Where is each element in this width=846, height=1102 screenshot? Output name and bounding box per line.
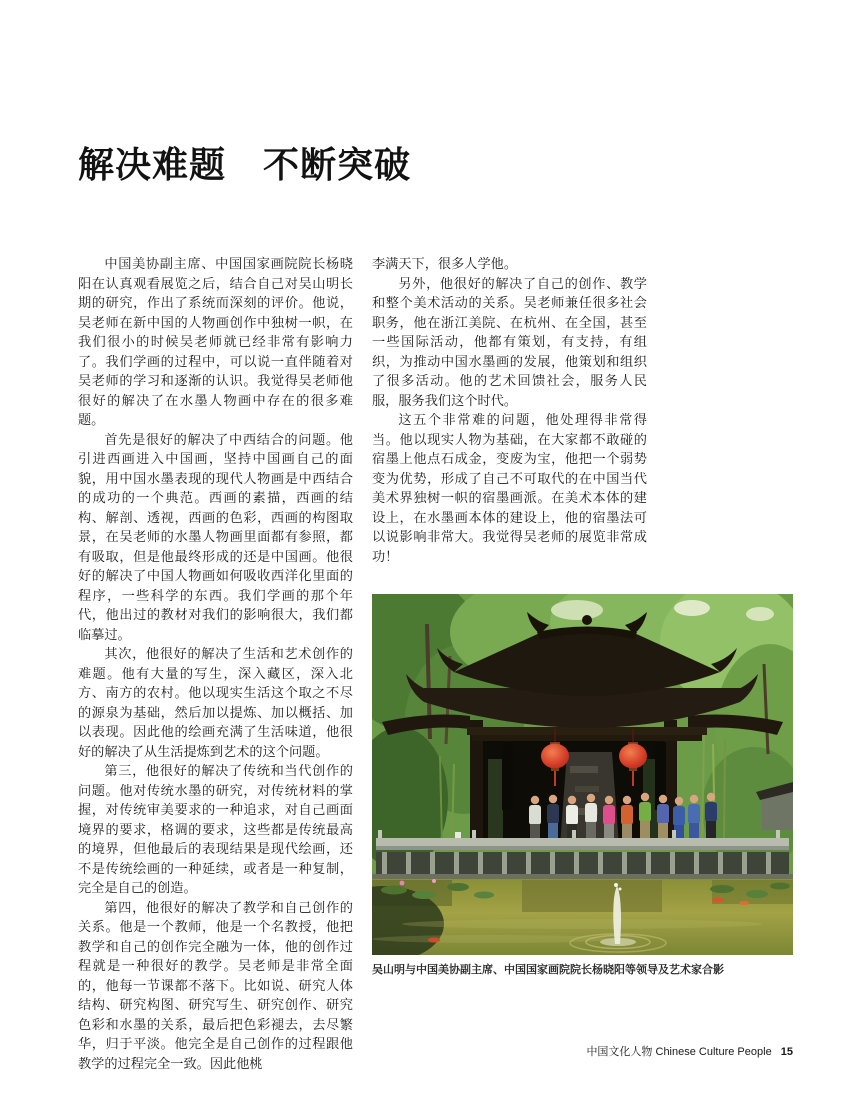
paragraph: 第四，他很好的解决了教学和自己创作的关系。他是一个教师，他是一个名教授，他把教学和自己的创作完全融为一体，他的创作过程就是一种很好的教学。吴老师是非常全面的，他每一节课都不落下。比如说、研究人体结构、研究构图、研究写生、研究创作、研究色彩和水墨的关系，最后把色彩褪去，去尽繁华，归于平淡。他完全是自己创作的过程跟他教学的过程完全一致。因此他桃 [78,899,353,1071]
page-footer [372,1043,793,1059]
photo-caption: 吴山明与中国美协副主席、中国国家画院院长杨晓阳等领导及艺术家合影 [372,964,724,976]
paragraph: 第三，他很好的解决了传统和当代创作的问题。他对传统水墨的研究，对传统材料的掌握，对传统审美要求的一种追求，对自己画面境界的要求，格调的要求，这些都是传统最高的境界，但他最后的表现结果是现代绘画，还不是传统绘画的一种延续，或者是一种复制，完全是自己的创造。 [78,763,353,895]
paragraph: 另外，他很好的解决了自己的创作、教学和整个美术活动的关系。吴老师兼任很多社会职务，他在浙江美院、在杭州、在全国，甚至一些国际活动，他都有策划，有支持，有组织，为推动中国水墨画的发展，他策划和组织了很多活动。他的艺术回馈社会，服务人民服，服务我们这个时代。 [372,275,647,408]
paragraph: 中国美协副主席、中国国家画院院长杨晓阳在认真观看展览之后，结合自己对吴山明长期的研究，作出了系统而深刻的评价。他说，吴老师在新中国的人物画创作中独树一帜，在我们很小的时候吴老师就已经非常有影响力了。我们学画的过程中，可以说一直伴随着对吴老师的学习和逐渐的认识。我觉得吴老师他很好的解决了在水墨人物画中存在的很多难题。 [78,256,353,427]
paragraph: 这五个非常难的问题，他处理得非常得当。他以现实人物为基础，在大家都不敢碰的宿墨上他点石成金，变废为宝，他把一个弱势变为优势，形成了自己不可取代的在中国当代美术界独树一帜的宿墨画派。在美术本体的建设上，在水墨画本体的建设上，他的宿墨法可以说影响非常大。我觉得吴老师的展览非常成功！ [372,412,647,564]
paragraph-continuation: 李满天下，很多人学他。 [372,256,518,271]
page-number: 15 [780,1046,793,1058]
group-photo [372,594,793,955]
journal-name: 中国文化人物 [586,1046,653,1058]
journal-name-en: Chinese Culture People [655,1046,772,1058]
pavilion-pond-illustration [372,594,793,955]
article-column-left [78,254,353,1073]
paragraph: 首先是很好的解决了中西结合的问题。他引进西画进入中国画，坚持中国画自己的面貌，用中国水墨表现的现代人物画是中西结合的成功的一个典范。西画的素描，西画的结构、解剖、透视，西画的色彩，西画的构图取景，在吴老师的水墨人物画里面都有参照，都有吸取，但是他最终形成的还是中国画。他很好的解决了中国人物画如何吸收西洋化里面的程序，一些科学的东西。我们学画的那个年代，他出过的教材对我们的影响很大，我们都临摹过。 [78,431,353,642]
article-column-right [372,254,647,566]
page-title: 解决难题 不断突破 [78,145,412,185]
paragraph: 其次，他很好的解决了生活和艺术创作的难题。他有大量的写生，深入藏区，深入北方、南方的农村。他以现实生活这个取之不尽的源泉为基础，然后加以提炼、加以概括、加以表现。因此他的绘画充满了生活味道，他很好的解决了从生活提炼到艺术的这个问题。 [78,646,353,759]
pond [372,879,793,955]
